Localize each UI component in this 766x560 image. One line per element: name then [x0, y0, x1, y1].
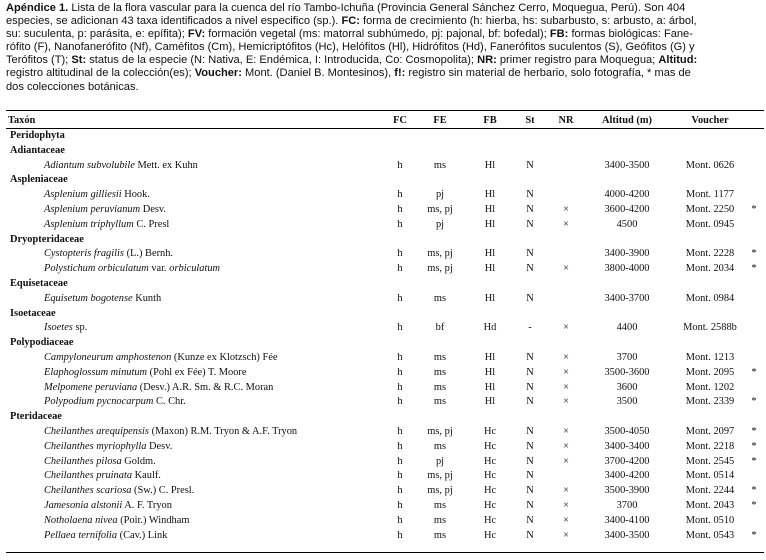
cell-st: -	[528, 322, 532, 334]
cell-nr: ×	[563, 455, 569, 467]
cell-fe: ms, pj	[427, 425, 453, 437]
family-row	[6, 233, 764, 248]
caption-text: especies, se adicionan 43 taxa identificados a nivel especifico (sp.).	[6, 15, 342, 28]
header-altitude: Altitud (m)	[602, 115, 652, 126]
species-row	[6, 159, 764, 174]
cell-fc: h	[397, 351, 403, 363]
cell-voucher: Mont. 2228	[685, 248, 735, 260]
family-name: Adiantaceae	[10, 144, 65, 156]
header-taxon: Taxón	[8, 115, 36, 126]
header-voucher: Voucher	[691, 115, 729, 126]
species-binomial: Notholaena nivea	[44, 514, 118, 526]
family-row	[6, 336, 764, 351]
cell-multiple-collections: *	[751, 499, 757, 511]
species-binomial: Campyloneurum amphostenon	[44, 351, 172, 363]
species-binomial: Asplenium gilliesii	[44, 189, 122, 201]
species-author: (Poir.) Windham	[117, 514, 190, 526]
species-name	[8, 203, 166, 218]
cell-st: N	[526, 396, 534, 408]
caption-text: formación vegetal (ms: matorral subhúmedo, pj: pajonal, bf: bofedal);	[205, 28, 550, 41]
cell-fb: Hc	[483, 485, 497, 497]
species-row	[6, 321, 764, 336]
species-author: (Maxon) R.M. Tryon & A.F. Tryon	[148, 425, 298, 437]
cell-fb: Hl	[484, 366, 496, 378]
cell-fc: h	[397, 263, 403, 275]
cell-nr: ×	[563, 485, 569, 497]
cell-altitude: 3400-3400	[604, 440, 650, 452]
caption-line	[6, 67, 764, 80]
species-table	[6, 114, 764, 543]
cell-altitude: 4500	[616, 218, 638, 230]
cell-st: N	[526, 381, 534, 393]
caption-text: su: suculenta, p: parásita, e: epífita);	[6, 28, 188, 41]
table-header-row	[6, 114, 764, 128]
species-row	[6, 351, 764, 366]
cell-st: N	[526, 366, 534, 378]
cell-altitude: 3600-4200	[604, 203, 650, 215]
cell-fb: Hl	[484, 351, 496, 363]
cell-multiple-collections: *	[751, 396, 757, 408]
species-name	[8, 159, 198, 174]
top-rule	[6, 110, 764, 111]
species-row	[6, 484, 764, 499]
caption-text: registro sin material de herbario, solo fotografía, * mas de	[405, 67, 691, 80]
species-author: (L.) Bernh.	[123, 248, 174, 260]
table-caption	[6, 2, 764, 94]
table-body	[6, 129, 764, 543]
cell-nr: ×	[563, 366, 569, 378]
cell-fe: bf	[435, 322, 445, 334]
caption-line	[6, 54, 764, 67]
species-author: Hook.	[121, 189, 150, 201]
cell-voucher: Mont. 0626	[685, 159, 735, 171]
cell-nr: ×	[563, 529, 569, 541]
caption-bold-term: FB:	[549, 28, 569, 41]
species-name	[8, 514, 189, 529]
cell-fb: Hl	[484, 248, 496, 260]
species-author: (Cav.) Link	[117, 529, 168, 541]
caption-bold-term: St:	[71, 54, 87, 67]
header-fb: FB	[483, 115, 497, 126]
cell-fb: Hl	[484, 381, 496, 393]
header-fc: FC	[393, 115, 407, 126]
cell-fc: h	[397, 499, 403, 511]
family-name: Peridophyta	[10, 130, 65, 141]
family-name: Equisetaceae	[10, 277, 68, 289]
caption-bold-term: FV:	[187, 28, 206, 41]
caption-bold-term: Altitud:	[658, 54, 698, 67]
species-name	[8, 321, 87, 336]
cell-voucher: Mont. 1177	[685, 189, 735, 201]
species-row	[6, 247, 764, 262]
cell-fe: pj	[435, 455, 445, 467]
cell-multiple-collections: *	[751, 425, 757, 437]
species-author: (Sw.) C. Presl.	[131, 485, 195, 497]
cell-altitude: 3500-4050	[604, 425, 650, 437]
species-name	[8, 188, 150, 203]
cell-nr: ×	[563, 514, 569, 526]
species-name	[8, 351, 277, 366]
cell-fe: ms	[433, 514, 447, 526]
cell-altitude: 3700	[616, 499, 638, 511]
cell-st: N	[526, 351, 534, 363]
cell-altitude: 3500-3900	[604, 485, 650, 497]
cell-nr: ×	[563, 425, 569, 437]
cell-nr: ×	[563, 381, 569, 393]
cell-fe: ms	[433, 529, 447, 541]
cell-fe: ms	[433, 366, 447, 378]
cell-fe: ms, pj	[427, 485, 453, 497]
cell-fb: Hl	[484, 159, 496, 171]
species-author: Kunth	[132, 292, 162, 304]
caption-bold-term: f!:	[394, 67, 406, 80]
cell-fe: ms	[433, 159, 447, 171]
cell-fb: Hc	[483, 499, 497, 511]
cell-fb: Hl	[484, 189, 496, 201]
species-binomial: Isoetes	[44, 322, 73, 334]
species-binomial: Cheilanthes scariosa	[44, 485, 132, 497]
species-name	[8, 262, 220, 277]
cell-st: N	[526, 159, 534, 171]
cell-altitude: 3400-3500	[604, 529, 650, 541]
cell-fe: ms	[433, 499, 447, 511]
family-name: Pteridaceae	[10, 411, 62, 423]
species-binomial: Cheilanthes arequipensis	[44, 425, 149, 437]
cell-fe: ms	[433, 381, 447, 393]
cell-st: N	[526, 218, 534, 230]
species-author: Kaulf.	[132, 470, 161, 482]
cell-voucher: Mont. 0945	[685, 218, 735, 230]
cell-multiple-collections: *	[751, 485, 757, 497]
cell-multiple-collections: *	[751, 529, 757, 541]
cell-st: N	[526, 440, 534, 452]
cell-fe: ms, pj	[427, 263, 453, 275]
species-row	[6, 440, 764, 455]
species-binomial: Jamesonia alstonii	[44, 499, 123, 511]
cell-voucher: Mont. 0514	[685, 470, 735, 482]
cell-nr: ×	[563, 396, 569, 408]
cell-fc: h	[397, 218, 403, 230]
species-name	[8, 395, 186, 410]
cell-fc: h	[397, 159, 403, 171]
cell-voucher: Mont. 2250	[685, 203, 735, 215]
cell-altitude: 3500	[616, 396, 638, 408]
cell-fc: h	[397, 485, 403, 497]
cell-st: N	[526, 292, 534, 304]
species-row	[6, 203, 764, 218]
cell-fe: ms	[433, 351, 447, 363]
cell-voucher: Mont. 2244	[685, 485, 735, 497]
caption-text: dos colecciones botánicas.	[6, 80, 139, 93]
cell-fe: ms	[433, 396, 447, 408]
cell-nr: ×	[563, 351, 569, 363]
species-author: (Pohl ex Fée) T. Moore	[147, 366, 247, 378]
species-author: sp.	[72, 322, 88, 334]
caption-text: rófito (F), Nanofanerófito (Nf), Caméfitos (Cm), Hemicriptófitos (Hc), Helófitos (Hl), Hidrófitos (Hd), Fanerófitos suculentos (S), Geófitos (G) y	[6, 41, 695, 54]
caption-text: primer registro para Moquegua;	[496, 54, 659, 67]
species-name	[8, 292, 161, 307]
cell-fb: Hc	[483, 529, 497, 541]
cell-multiple-collections: *	[751, 455, 757, 467]
cell-fc: h	[397, 292, 403, 304]
cell-fe: ms, pj	[427, 203, 453, 215]
caption-bold-term: FC:	[341, 15, 360, 28]
species-row	[6, 455, 764, 470]
cell-fe: pj	[435, 189, 445, 201]
header-st: St	[525, 115, 535, 126]
cell-fc: h	[397, 396, 403, 408]
species-name	[8, 529, 167, 544]
cell-altitude: 4000-4200	[604, 189, 650, 201]
cell-fb: Hl	[484, 292, 496, 304]
caption-text: forma de crecimiento (h: hierba, hs: subarbusto, s: arbusto, a: árbol,	[359, 15, 697, 28]
species-binomial: Polystichum orbiculatum	[44, 263, 149, 275]
caption-line	[6, 28, 764, 41]
cell-multiple-collections: *	[751, 440, 757, 452]
cell-fb: Hc	[483, 440, 497, 452]
cell-voucher: Mont. 0984	[685, 292, 735, 304]
cell-fb: Hc	[483, 470, 497, 482]
species-binomial: Cheilanthes myriophylla	[44, 440, 147, 452]
cell-fc: h	[397, 455, 403, 467]
cell-fe: pj	[435, 218, 445, 230]
species-row	[6, 381, 764, 396]
family-name: Polypodiaceae	[10, 337, 74, 349]
cell-voucher: Mont. 2097	[685, 425, 735, 437]
species-author: C. Presl	[133, 218, 170, 230]
cell-voucher: Mont. 2545	[685, 455, 735, 467]
cell-fc: h	[397, 440, 403, 452]
species-row	[6, 262, 764, 277]
cell-fc: h	[397, 425, 403, 437]
species-author: Goldm.	[121, 455, 156, 467]
species-binomial: Adiantum subvolubile	[44, 159, 135, 171]
caption-text: registro altitudinal de la colección(es);	[6, 67, 195, 80]
species-row	[6, 529, 764, 544]
caption-text: Mont. (Daniel B. Montesinos),	[241, 67, 395, 80]
family-row	[6, 277, 764, 292]
cell-fe: ms, pj	[427, 470, 453, 482]
caption-text: Lista de la flora vascular para la cuenca del río Tambo-Ichuña (Provincia General Sánchez Cerro, Moquegua, Perú). Son 404	[68, 2, 686, 14]
caption-bold-term: NR:	[477, 54, 497, 67]
caption-bold-term: Voucher:	[194, 67, 242, 80]
family-name: Aspleniaceae	[10, 174, 68, 186]
family-row	[6, 129, 764, 144]
cell-multiple-collections: *	[751, 248, 757, 260]
cell-altitude: 3600	[616, 381, 638, 393]
cell-voucher: Mont. 1213	[685, 351, 735, 363]
species-row	[6, 469, 764, 484]
cell-fb: Hl	[484, 396, 496, 408]
cell-st: N	[526, 203, 534, 215]
species-row	[6, 499, 764, 514]
cell-voucher: Mont. 2095	[685, 366, 735, 378]
caption-text: Terófitos (T);	[6, 54, 72, 67]
species-name	[8, 425, 297, 440]
species-row	[6, 292, 764, 307]
caption-line	[6, 2, 764, 15]
cell-multiple-collections: *	[751, 203, 757, 215]
caption-line	[6, 81, 764, 94]
cell-voucher: Mont. 1202	[685, 381, 735, 393]
species-name	[8, 381, 273, 396]
species-row	[6, 395, 764, 410]
caption-text: status de la especie (N: Nativa, E: Endémica, I: Introducida, Co: Cosmopolita);	[86, 54, 478, 67]
caption-line	[6, 15, 764, 28]
cell-fe: ms	[433, 440, 447, 452]
species-binomial: Equisetum bogotense	[44, 292, 133, 304]
cell-altitude: 3400-4100	[604, 514, 650, 526]
species-binomial: Cheilanthes pilosa	[44, 455, 122, 467]
cell-fc: h	[397, 366, 403, 378]
cell-fb: Hl	[484, 263, 496, 275]
cell-fe: ms	[433, 292, 447, 304]
cell-nr: ×	[563, 440, 569, 452]
cell-st: N	[526, 189, 534, 201]
family-row	[6, 144, 764, 159]
cell-altitude: 3700	[616, 351, 638, 363]
species-row	[6, 514, 764, 529]
family-row	[6, 173, 764, 188]
cell-fb: Hl	[484, 203, 496, 215]
species-row	[6, 188, 764, 203]
bottom-rule	[6, 552, 764, 553]
cell-st: N	[526, 499, 534, 511]
species-row	[6, 425, 764, 440]
cell-st: N	[526, 263, 534, 275]
cell-st: N	[526, 485, 534, 497]
cell-fc: h	[397, 248, 403, 260]
cell-st: N	[526, 455, 534, 467]
species-name	[8, 484, 194, 499]
species-name	[8, 218, 169, 233]
cell-voucher: Mont. 0510	[685, 514, 735, 526]
species-author: C. Chr.	[153, 396, 186, 408]
cell-nr: ×	[563, 263, 569, 275]
cell-altitude: 3800-4000	[604, 263, 650, 275]
species-name	[8, 499, 172, 514]
species-name	[8, 247, 173, 262]
species-author: Desv.	[140, 203, 166, 215]
cell-nr: ×	[563, 203, 569, 215]
cell-fc: h	[397, 514, 403, 526]
cell-st: N	[526, 425, 534, 437]
cell-voucher: Mont. 2218	[685, 440, 735, 452]
species-author: var.	[148, 263, 170, 275]
species-author: Desv.	[146, 440, 173, 452]
cell-multiple-collections: *	[751, 263, 757, 275]
species-row	[6, 366, 764, 381]
cell-nr: ×	[563, 322, 569, 334]
cell-fc: h	[397, 189, 403, 201]
species-binomial: Polypodium pycnocarpum	[44, 396, 154, 408]
cell-fe: ms, pj	[427, 248, 453, 260]
species-author: Mett. ex Kuhn	[134, 159, 198, 171]
family-row	[6, 410, 764, 425]
species-binomial: Melpomene peruviana	[44, 381, 138, 393]
cell-altitude: 3400-3500	[604, 159, 650, 171]
cell-nr: ×	[563, 499, 569, 511]
cell-voucher: Mont. 2588b	[683, 322, 737, 334]
cell-altitude: 3400-3700	[604, 292, 650, 304]
species-row	[6, 218, 764, 233]
species-author: A. F. Tryon	[122, 499, 172, 511]
species-name	[8, 455, 156, 470]
cell-altitude: 3400-4200	[604, 470, 650, 482]
cell-altitude: 3400-3900	[604, 248, 650, 260]
cell-fb: Hc	[483, 455, 497, 467]
species-binomial: Asplenium peruvianum	[44, 203, 141, 215]
cell-fb: Hl	[484, 218, 496, 230]
caption-text: formas biológicas: Fane-	[568, 28, 693, 41]
family-row	[6, 307, 764, 322]
cell-fc: h	[397, 381, 403, 393]
cell-voucher: Mont. 2034	[685, 263, 735, 275]
species-binomial: Asplenium triphyllum	[44, 218, 134, 230]
caption-line	[6, 41, 764, 54]
cell-st: N	[526, 470, 534, 482]
cell-altitude: 3700-4200	[604, 455, 650, 467]
species-name	[8, 440, 172, 455]
cell-voucher: Mont. 2043	[685, 499, 735, 511]
header-fe: FE	[433, 115, 447, 126]
cell-multiple-collections: *	[751, 366, 757, 378]
species-infraspecific: orbiculatum	[169, 263, 221, 275]
cell-fb: Hd	[483, 322, 497, 334]
cell-nr: ×	[563, 218, 569, 230]
cell-fb: Hc	[483, 425, 497, 437]
cell-altitude: 4400	[616, 322, 638, 334]
cell-voucher: Mont. 0543	[685, 529, 735, 541]
cell-st: N	[526, 529, 534, 541]
cell-fc: h	[397, 529, 403, 541]
species-binomial: Elaphoglossum minutum	[44, 366, 148, 378]
species-name	[8, 469, 161, 484]
cell-altitude: 3500-3600	[604, 366, 650, 378]
species-author: (Kunze ex Klotzsch) Fée	[171, 351, 278, 363]
species-name	[8, 366, 247, 381]
cell-st: N	[526, 514, 534, 526]
species-author: (Desv.) A.R. Sm. & R.C. Moran	[137, 381, 274, 393]
species-binomial: Pellaea ternifolia	[44, 529, 118, 541]
cell-fc: h	[397, 203, 403, 215]
family-name: Isoetaceae	[10, 307, 56, 319]
cell-voucher: Mont. 2339	[685, 396, 735, 408]
family-name: Dryopteridaceae	[10, 233, 84, 245]
cell-fb: Hc	[483, 514, 497, 526]
header-nr: NR	[558, 115, 574, 126]
caption-bold-term: Apéndice 1.	[6, 2, 69, 14]
species-binomial: Cystopteris fragilis	[44, 248, 124, 260]
cell-fc: h	[397, 470, 403, 482]
species-binomial: Cheilanthes pruinata	[44, 470, 133, 482]
cell-st: N	[526, 248, 534, 260]
cell-fc: h	[397, 322, 403, 334]
